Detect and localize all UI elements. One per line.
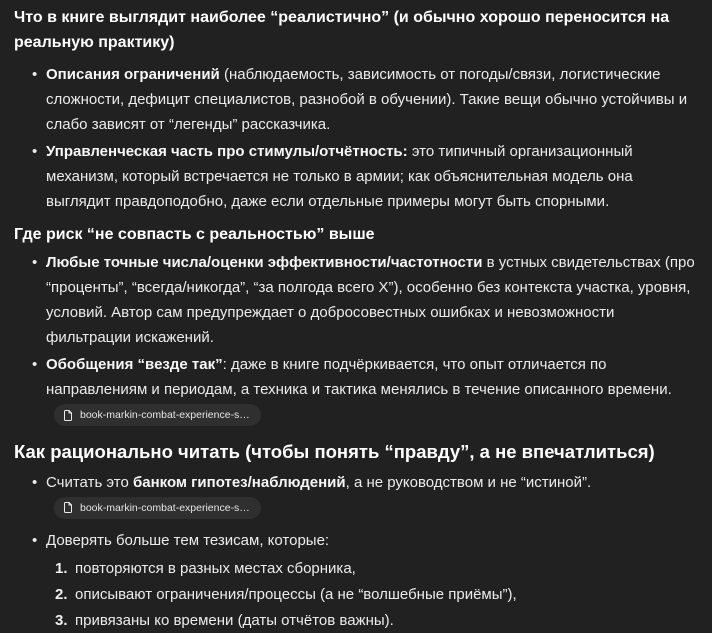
bullet-list-howto xyxy=(14,470,700,633)
file-attachment-chip[interactable] xyxy=(54,404,261,426)
list-item-text: это типичный организационный механизм, который встречается не только в армии; как объяснительная модель она выглядит правдоподобно, даже если отдельные примеры могут быть спорными. xyxy=(46,143,633,210)
file-chip-label: book-markin-combat-experience-s… xyxy=(80,404,250,426)
ordered-list-criteria xyxy=(46,556,700,633)
section-heading-howto: Как рационально читать (чтобы понять “правду”, а не впечатлиться) xyxy=(14,440,700,464)
ordered-list-item xyxy=(75,556,700,581)
list-item-text: описывают ограничения/процессы (а не “волшебные приёмы”), xyxy=(75,586,517,603)
document-icon xyxy=(62,409,74,422)
list-item xyxy=(46,528,700,633)
list-marker: 3. xyxy=(55,608,68,633)
list-item-bold: Обобщения “везде так” xyxy=(46,356,223,373)
list-item-text: (наблюдаемость, зависимость от погоды/связи, логистические сложности, дефицит специалистов, разнобой в обучении). Такие вещи обычно устойчивы и слабо зависят от “легенды” рассказчика. xyxy=(46,66,687,133)
list-item-text: : даже в книге подчёркивается, что опыт отличается по направлениям и периодам, а техника и тактика менялись в течение описанного времени. xyxy=(46,356,672,398)
file-attachment-chip[interactable] xyxy=(54,497,261,519)
list-item xyxy=(46,62,700,137)
list-item-text: привязаны ко времени (даты отчётов важны). xyxy=(75,612,394,629)
section-heading-risk: Где риск “не совпасть с реальностью” выше xyxy=(14,222,700,247)
list-item-text: повторяются в разных местах сборника, xyxy=(75,560,356,577)
list-item xyxy=(46,250,700,350)
list-item-bold: банком гипотез/наблюдений xyxy=(133,474,346,491)
bullet-list-realistic xyxy=(14,62,700,214)
list-item-bold: Управленческая часть про стимулы/отчётность: xyxy=(46,143,408,160)
list-item xyxy=(46,139,700,214)
document-icon xyxy=(62,501,74,514)
file-chip-label: book-markin-combat-experience-s… xyxy=(80,497,250,519)
list-item xyxy=(46,470,700,523)
list-item-text: Считать это xyxy=(46,474,133,491)
list-item xyxy=(46,352,700,430)
bullet-list-risk xyxy=(14,250,700,430)
list-item-bold: Описания ограничений xyxy=(46,66,220,83)
list-item-text: Доверять больше тем тезисам, которые: xyxy=(46,532,329,549)
ordered-list-item xyxy=(75,608,700,633)
section-heading-realistic: Что в книге выглядит наиболее “реалистично” (и обычно хорошо переносится на реальную практику) xyxy=(14,5,700,55)
list-item-bold: Любые точные числа/оценки эффективности/частотности xyxy=(46,254,482,271)
list-item-text: , а не руководством и не “истиной”. xyxy=(346,474,592,491)
list-marker: 2. xyxy=(55,582,68,607)
ordered-list-item xyxy=(75,582,700,607)
list-item-text: в устных свидетельствах (про “проценты”, “всегда/никогда”, “за полгода всего X”), особенно без контекста участка, уровня, условий. Автор сам предупреждает о добросовестных ошибках и невозможности фильтрации искажений. xyxy=(46,254,695,346)
list-marker: 1. xyxy=(55,556,68,581)
